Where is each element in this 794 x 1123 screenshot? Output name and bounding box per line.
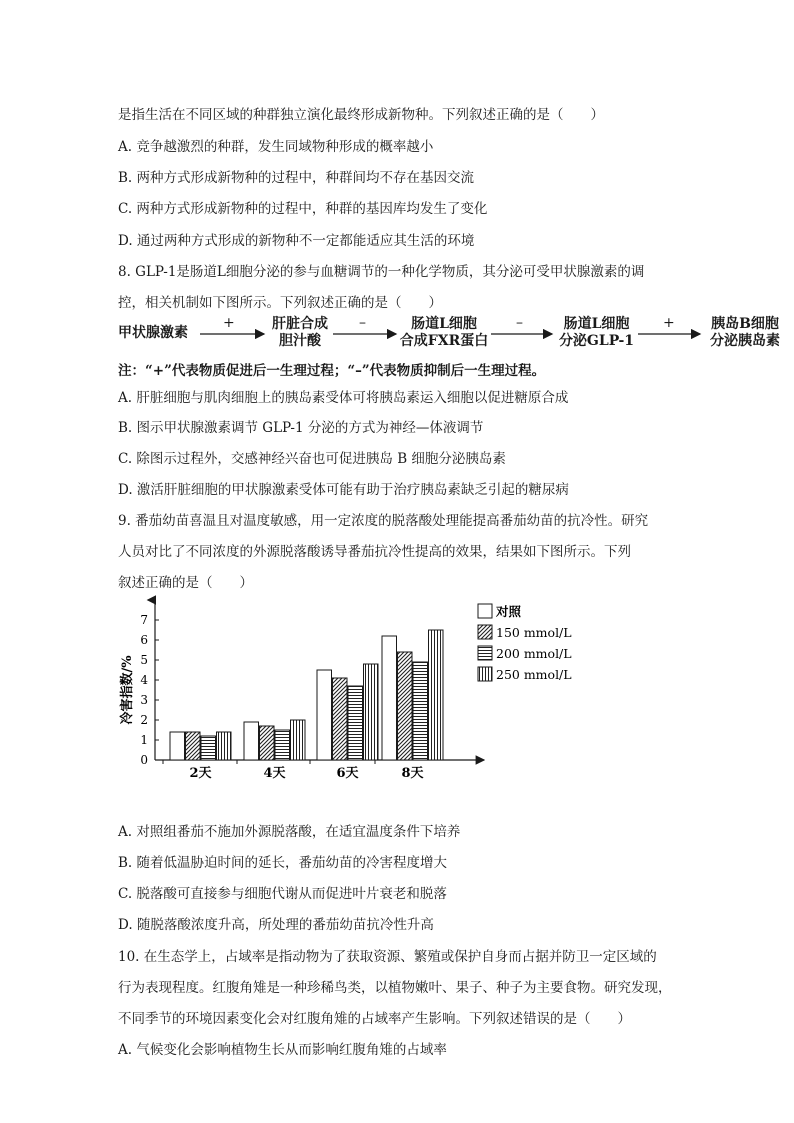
q7-option-a: A. 竞争越激烈的种群，发生同域物种形成的概率越小 [118, 139, 434, 155]
y-tick-label: 6 [140, 633, 148, 647]
q8-option-a: A. 肝脏细胞与肌肉细胞上的胰岛素受体可将胰岛素运入细胞以促进糖原合成 [118, 390, 569, 406]
flow-node-thyroid-hormone: 甲状腺激素 [118, 325, 188, 341]
flow-node-islet-b-cell [702, 316, 788, 350]
q7-option-c: C. 两种方式形成新物种的过程中，种群的基因库均发生了变化 [118, 201, 488, 217]
y-tick-label: 0 [140, 753, 148, 767]
legend-swatch-1 [478, 625, 492, 639]
flow-node-l-cell-glp1-line2: 分泌GLP-1 [558, 333, 635, 349]
y-tick-label: 4 [140, 673, 148, 687]
q8-option-d: D. 激活肝脏细胞的甲状腺激素受体可能有助于治疗胰岛素缺乏引起的糖尿病 [118, 482, 569, 498]
bar-2-2 [348, 686, 363, 760]
q8-flow-diagram [118, 312, 788, 360]
q10-stem-line1: 10. 在生态学上，占域率是指动物为了获取资源、繁殖或保护自身而占据并防卫一定区域的 [118, 949, 657, 965]
bar-0-2 [201, 736, 216, 760]
bar-0-3 [217, 732, 232, 760]
legend-label-0: 对照 [496, 604, 522, 619]
flow-node-l-cell-glp1-line1: 肠道L细胞 [563, 316, 630, 332]
chart-svg [112, 592, 592, 784]
q8-stem-line2: 控，相关机制如下图所示。下列叙述正确的是（ ） [118, 295, 442, 311]
q9-stem-line2: 人员对比了不同浓度的外源脱落酸诱导番茄抗冷性提高的效果，结果如下图所示。下列 [118, 544, 631, 560]
q7-option-d: D. 通过两种方式形成的新物种不一定都能适应其生活的环境 [118, 233, 475, 249]
q9-bar-chart [112, 592, 592, 784]
bar-2-0 [317, 670, 332, 760]
bar-3-0 [382, 636, 397, 760]
y-tick-label: 3 [140, 693, 148, 707]
bar-3-3 [429, 630, 444, 760]
x-tick-label: 8天 [401, 766, 424, 781]
legend-swatch-2 [478, 646, 492, 660]
flow-node-l-cell-fxr-line2: 合成FXR蛋白 [399, 333, 489, 349]
flow-sign-3: – [516, 315, 523, 331]
q8-option-b: B. 图示甲状腺激素调节 GLP-1 分泌的方式为神经—体液调节 [118, 420, 484, 436]
flow-sign-1: + [223, 315, 235, 331]
flow-node-l-cell-fxr-line1: 肠道L细胞 [411, 316, 477, 332]
flow-node-liver-line1: 肝脏合成 [272, 316, 328, 332]
y-tick-label: 1 [140, 733, 148, 747]
q9-stem-line3: 叙述正确的是（ ） [118, 575, 253, 591]
legend-swatch-0 [478, 604, 492, 618]
x-tick-label: 2天 [189, 766, 212, 781]
q10-stem-line3: 不同季节的环境因素变化会对红腹角雉的占域率产生影响。下列叙述错误的是（ ） [118, 1011, 631, 1027]
q8-option-c: C. 除图示过程外，交感神经兴奋也可促进胰岛 B 细胞分泌胰岛素 [118, 451, 506, 467]
q9-stem-line1: 9. 番茄幼苗喜温且对温度敏感，用一定浓度的脱落酸处理能提高番茄幼苗的抗冷性。研究 [118, 513, 649, 529]
q9-option-c: C. 脱落酸可直接参与细胞代谢从而促进叶片衰老和脱落 [118, 886, 447, 902]
bar-3-1 [398, 652, 413, 760]
q7-stem-tail: 是指生活在不同区域的种群独立演化最终形成新物种。下列叙述正确的是（ ） [118, 107, 604, 123]
x-tick-label: 6天 [336, 766, 359, 781]
q9-option-b: B. 随着低温胁迫时间的延长，番茄幼苗的冷害程度增大 [118, 855, 448, 871]
y-tick-label: 7 [140, 613, 148, 627]
x-tick-label: 4天 [263, 766, 286, 781]
q10-option-a: A. 气候变化会影响植物生长从而影响红腹角雉的占域率 [118, 1042, 447, 1058]
flow-node-liver [267, 316, 333, 350]
q7-option-b: B. 两种方式形成新物种的过程中，种群间均不存在基因交流 [118, 170, 475, 186]
flow-node-l-cell-fxr [397, 316, 491, 350]
flow-node-l-cell-glp1 [555, 316, 638, 350]
bar-0-1 [186, 732, 201, 760]
q8-note: 注：“+”代表物质促进后一生理过程；“–”代表物质抑制后一生理过程。 [118, 363, 546, 379]
flow-node-liver-line2: 胆汁酸 [279, 333, 321, 349]
flow-node-islet-b-cell-line2: 分泌胰岛素 [710, 333, 780, 349]
q8-stem-line1: 8. GLP-1是肠道L细胞分泌的参与血糖调节的一种化学物质，其分泌可受甲状腺激素的调 [118, 264, 645, 280]
bar-2-1 [333, 678, 348, 760]
y-tick-label: 2 [140, 713, 148, 727]
q10-stem-line2: 行为表现程度。红腹角雉是一种珍稀鸟类，以植物嫩叶、果子、种子为主要食物。研究发现， [118, 980, 672, 996]
legend-swatch-3 [478, 667, 492, 681]
bar-1-0 [244, 722, 259, 760]
y-tick-label: 5 [140, 653, 148, 667]
legend-label-2: 200 mmol/L [496, 646, 572, 661]
legend-label-3: 250 mmol/L [496, 667, 572, 682]
bar-0-0 [170, 732, 185, 760]
flow-sign-4: + [663, 315, 675, 331]
y-axis-label: 冷害指数/% [120, 655, 135, 725]
q9-option-a: A. 对照组番茄不施加外源脱落酸，在适宜温度条件下培养 [118, 824, 461, 840]
legend-label-1: 150 mmol/L [496, 625, 572, 640]
bar-1-1 [260, 726, 275, 760]
bar-1-3 [291, 720, 306, 760]
q9-option-d: D. 随脱落酸浓度升高，所处理的番茄幼苗抗冷性升高 [118, 917, 434, 933]
bar-1-2 [275, 730, 290, 760]
flow-sign-2: – [359, 315, 366, 331]
flow-node-islet-b-cell-line1: 胰岛B细胞 [711, 316, 779, 332]
bar-3-2 [413, 662, 428, 760]
bar-2-3 [364, 664, 379, 760]
